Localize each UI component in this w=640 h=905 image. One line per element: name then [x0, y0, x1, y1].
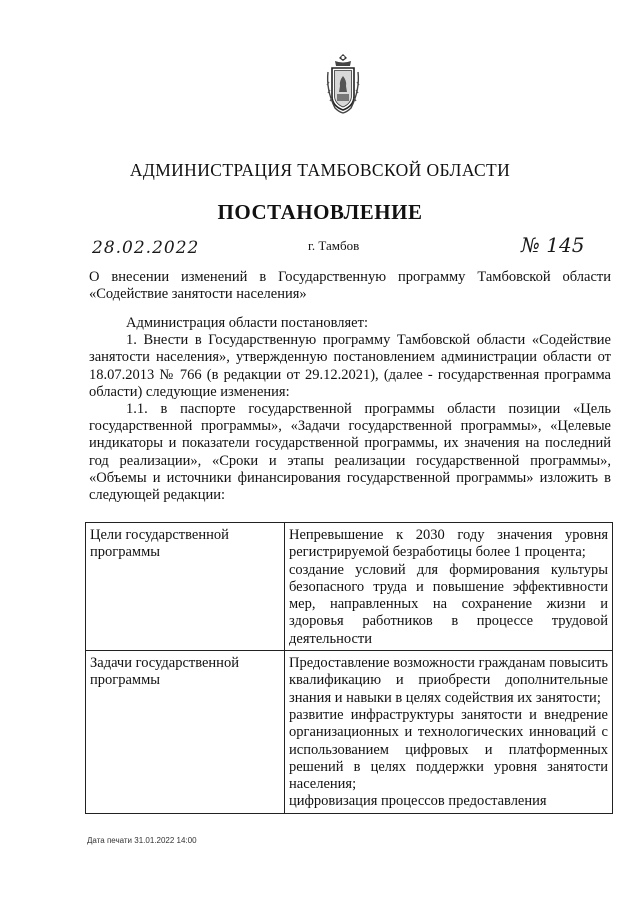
table-row: [86, 651, 613, 814]
row-content-tasks: [285, 651, 613, 814]
city-label: г. Тамбов: [308, 238, 360, 253]
document-type-title: ПОСТАНОВЛЕНИЕ: [217, 200, 423, 224]
print-date-footer: Дата печати 31.01.2022 14:00: [87, 836, 197, 845]
row-label-tasks: Задачи государственной программы: [86, 651, 285, 814]
row-content-goals: [285, 523, 613, 651]
tasks-line: Предоставление возможности гражданам повысить квалификацию и приобрести дополнительные знания и навыки в целях содействия их занятости;: [289, 655, 608, 706]
agency-name: АДМИНИСТРАЦИЯ ТАМБОВСКОЙ ОБЛАСТИ: [129, 160, 511, 180]
tasks-line: развитие инфраструктуры занятости и внедрение организационных и технологических инноваций с использованием цифровых и платформенных решений в целях поддержки уровня занятости населения;: [289, 706, 608, 793]
handwritten-date: 28.02.2022: [92, 238, 200, 258]
handwritten-number: № 145: [521, 233, 585, 257]
document-subject: О внесении изменений в Государственную программу Тамбовской области «Содействие занятости населения»: [89, 269, 611, 302]
goals-line: Непревышение к 2030 году значения уровня регистрируемой безработицы более 1 процента;: [289, 527, 608, 561]
tasks-line: цифровизация процессов предоставления: [289, 793, 547, 810]
goals-line: создание условий для формирования культуры безопасного труда и повышение эффективности мер, направленных на сохранение жизни и здоровья работников в процессе трудовой деятельности: [289, 561, 608, 647]
row-label-goals: Цели государственной программы: [86, 523, 285, 651]
program-passport-table: [85, 522, 613, 814]
intro-paragraph: Администрация области постановляет:: [126, 315, 368, 331]
item-1-paragraph: 1. Внести в Государственную программу Тамбовской области «Содействие занятости населения», утвержденную постановлением администрации области от 18.07.2013 № 766 (в редакции от 29.12.2021), (далее - государственная программа области) следующие изменения:: [89, 332, 611, 400]
item-1-1-paragraph: 1.1. в паспорте государственной программы области позиции «Цель государственной программы», «Задачи государственной программы», «Целевые индикаторы и показатели государственной программы, их значения на последний год реализации», «Сроки и этапы реализации государственной программы», «Объемы и источники финансирования государственной программы» изложить в следующей редакции:: [89, 401, 611, 504]
table-row: [86, 523, 613, 651]
